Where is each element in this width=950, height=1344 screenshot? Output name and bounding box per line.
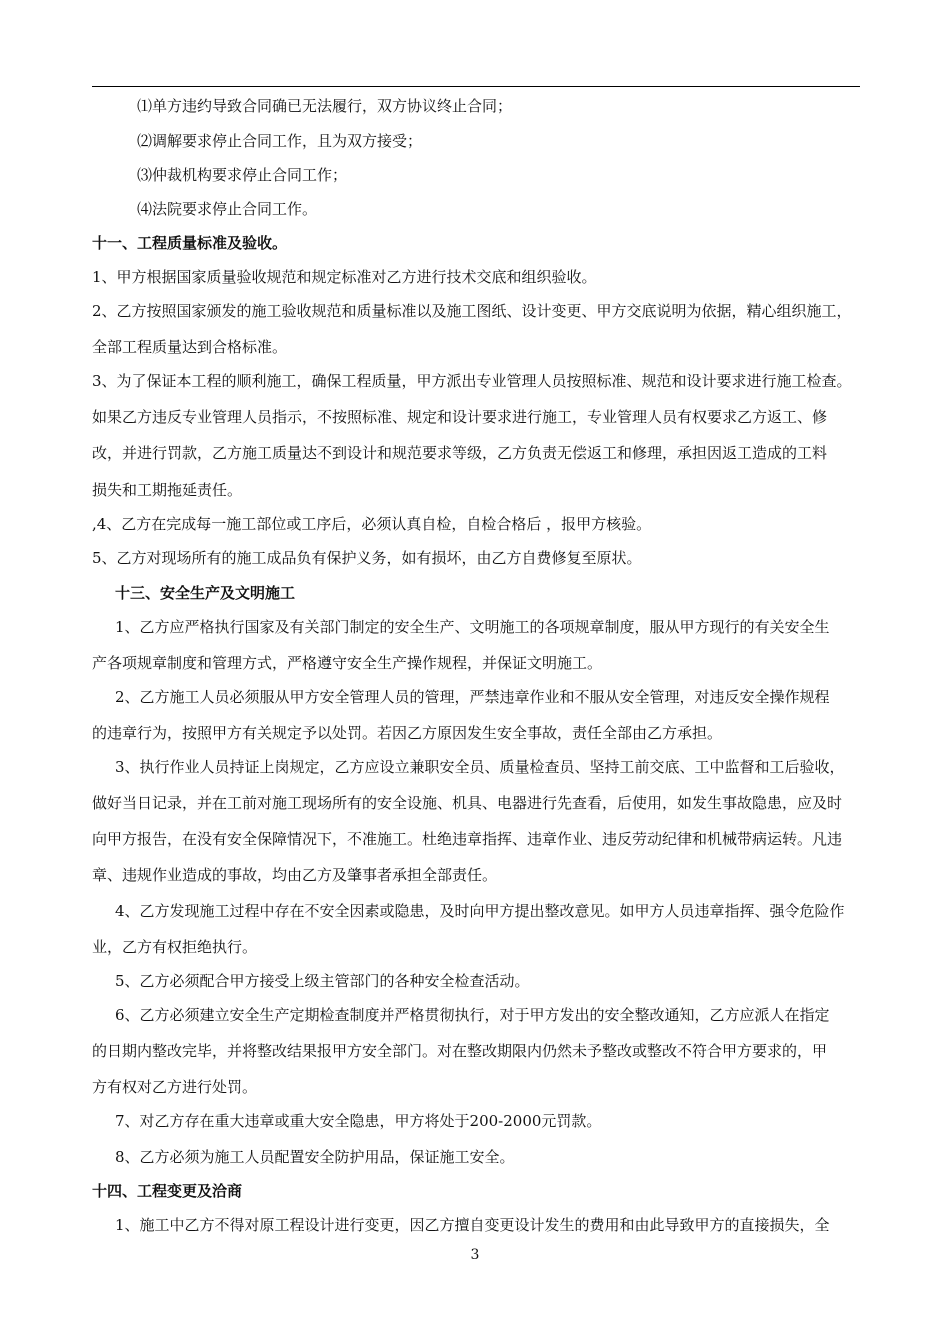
text-line: 全部工程质量达到合格标准。	[92, 338, 288, 356]
text-line: 章、违规作业造成的事故，均由乙方及肇事者承担全部责任。	[92, 866, 498, 884]
text-line: ⑴单方违约导致合同确已无法履行，双方协议终止合同；	[137, 97, 513, 115]
text-line: 2、乙方施工人员必须服从甲方安全管理人员的管理，严禁违章作业和不服从安全管理，对违反安全操作规程	[115, 688, 830, 706]
text-line: 1、施工中乙方不得对原工程设计进行变更，因乙方擅自变更设计发生的费用和由此导致甲方的直接损失，全	[115, 1216, 830, 1234]
section-heading: 十三、安全生产及文明施工	[115, 584, 296, 602]
text-line: 损失和工期拖延责任。	[92, 481, 243, 499]
text-line: 改，并进行罚款，乙方施工质量达不到设计和规范要求等级，乙方负责无偿返工和修理，承担因返工造成的工料	[92, 444, 828, 462]
text-line: 1、甲方根据国家质量验收规范和规定标准对乙方进行技术交底和组织验收。	[92, 268, 597, 286]
text-line: 5、乙方对现场所有的施工成品负有保护义务，如有损坏，由乙方自费修复至原状。	[92, 549, 642, 567]
text-line: 3、为了保证本工程的顺利施工，确保工程质量，甲方派出专业管理人员按照标准、规范和设计要求进行施工检查。	[92, 372, 852, 390]
text-line: 业，乙方有权拒绝执行。	[92, 938, 258, 956]
text-line: ⑶仲裁机构要求停止合同工作；	[137, 166, 348, 184]
section-heading: 十四、工程变更及洽商	[92, 1182, 243, 1200]
page-number: 3	[470, 1247, 480, 1263]
text-line: 向甲方报告，在没有安全保障情况下，不准施工。杜绝违章指挥、违章作业、违反劳动纪律和机械带病运转。凡违	[92, 830, 843, 848]
header-rule	[92, 86, 860, 87]
text-line: 1、乙方应严格执行国家及有关部门制定的安全生产、文明施工的各项规章制度，服从甲方现行的有关安全生	[115, 618, 830, 636]
text-line: 5、乙方必须配合甲方接受上级主管部门的各种安全检查活动。	[115, 972, 530, 990]
text-line: 的日期内整改完毕，并将整改结果报甲方安全部门。对在整改期限内仍然未予整改或整改不符合甲方要求的，甲	[92, 1042, 828, 1060]
text-line: ,4、乙方在完成每一施工部位或工序后，必须认真自检，自检合格后 ，报甲方核验。	[92, 515, 652, 533]
text-line: 产各项规章制度和管理方式，严格遵守安全生产操作规程，并保证文明施工。	[92, 654, 603, 672]
text-line: ⑷法院要求停止合同工作。	[137, 200, 318, 218]
text-line: 7、对乙方存在重大违章或重大安全隐患，甲方将处于200-2000元罚款。	[115, 1112, 602, 1130]
text-line: 3、执行作业人员持证上岗规定，乙方应设立兼职安全员、质量检查员、坚持工前交底、工中监督和工后验收，	[115, 758, 845, 776]
text-line: ⑵调解要求停止合同工作，且为双方接受；	[137, 132, 423, 150]
text-line: 4、乙方发现施工过程中存在不安全因素或隐患，及时向甲方提出整改意见。如甲方人员违章指挥、强令危险作	[115, 902, 845, 920]
text-line: 6、乙方必须建立安全生产定期检查制度并严格贯彻执行，对于甲方发出的安全整改通知，乙方应派人在指定	[115, 1006, 830, 1024]
text-line: 8、乙方必须为施工人员配置安全防护用品，保证施工安全。	[115, 1148, 515, 1166]
text-line: 方有权对乙方进行处罚。	[92, 1078, 258, 1096]
text-line: 做好当日记录，并在工前对施工现场所有的安全设施、机具、电器进行先查看，后使用，如发生事故隐患，应及时	[92, 794, 843, 812]
text-line: 2、乙方按照国家颁发的施工验收规范和质量标准以及施工图纸、设计变更、甲方交底说明为依据，精心组织施工，	[92, 302, 852, 320]
text-line: 如果乙方违反专业管理人员指示，不按照标准、规定和设计要求进行施工，专业管理人员有权要求乙方返工、修	[92, 408, 828, 426]
section-heading: 十一、工程质量标准及验收。	[92, 234, 288, 252]
text-line: 的违章行为，按照甲方有关规定予以处罚。若因乙方原因发生安全事故，责任全部由乙方承担。	[92, 724, 723, 742]
